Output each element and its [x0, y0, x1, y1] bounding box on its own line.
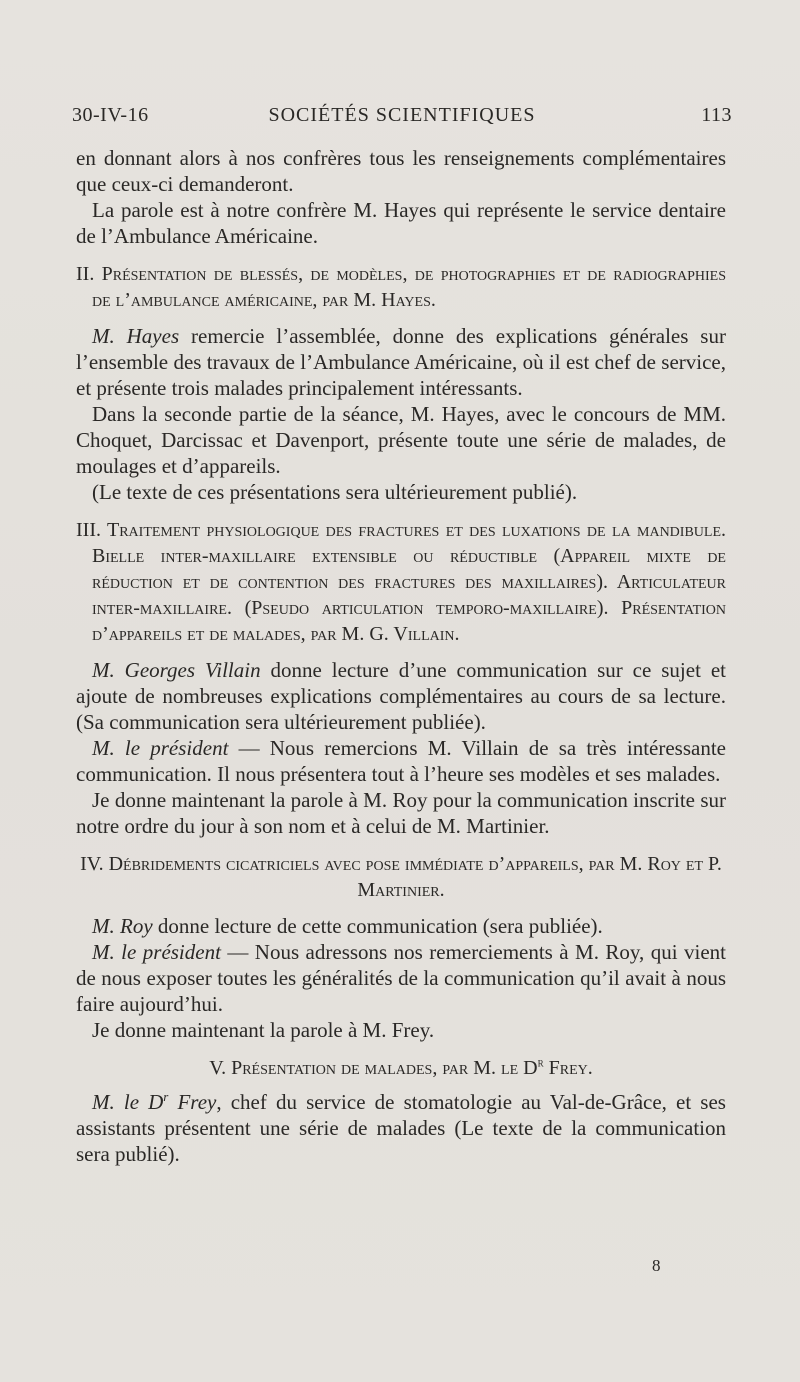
speaker-name: M. le président [92, 940, 221, 964]
page-number: 113 [701, 104, 732, 126]
paragraph-text: donne lecture d’une communication sur ce sujet et ajoute de nombreuses explications complémentaires au cours de sa lecture. (Sa communication sera ultérieurement publiée). [76, 658, 726, 734]
paragraph [76, 913, 726, 939]
paragraph-text: remercie l’assemblée, donne des explications générales sur l’ensemble des travaux de l’Ambulance Américaine, où il est chef de service, et présente trois malades principalement intéressants. [76, 324, 726, 400]
speaker-name: M. Georges Villain [92, 658, 261, 682]
speaker-name [92, 1090, 216, 1114]
paragraph [76, 323, 726, 401]
speaker-name: M. Hayes [92, 324, 180, 348]
issue-date: 30-IV-16 [72, 104, 149, 126]
paragraph-text: — Nous adressons nos remerciements à M. Roy, qui vient de nous exposer toutes les généralités de la communication qu’il avait à nous faire aujourd’hui. [76, 940, 726, 1016]
heading-superscript: r [537, 1054, 544, 1070]
paragraph [76, 1089, 726, 1167]
paragraph-text: donne lecture de cette communication (sera publiée). [152, 914, 603, 938]
paragraph: La parole est à notre confrère M. Hayes qui représente le service dentaire de l’Ambulance Américaine. [76, 198, 726, 248]
speaker-part: M. le D [92, 1090, 164, 1114]
paragraph: Dans la seconde partie de la séance, M. Hayes, avec le concours de MM. Choquet, Darcissac et Davenport, présente toute une série de malades, de moulages et d’appareils. [76, 402, 726, 478]
running-title: SOCIÉTÉS SCIENTIFIQUES [268, 104, 536, 126]
section-heading-v [76, 1055, 726, 1081]
speaker-name: M. le président [92, 736, 229, 760]
paragraph [76, 735, 726, 787]
speaker-part: Frey [168, 1090, 217, 1114]
heading-text: Frey. [543, 1057, 593, 1079]
section-heading-ii: II. Présentation de blessés, de modèles, de photographies et de radiographies de l’ambulance américaine, par M. Hayes. [76, 263, 726, 311]
page-body [76, 145, 726, 1167]
paragraph: Je donne maintenant la parole à M. Roy pour la communication inscrite sur notre ordre du jour à son nom et à celui de M. Martinier. [76, 788, 726, 838]
paragraph-text: , chef du service de stomatologie au Val-de-Grâce, et ses assistants présentent une série de malades (Le texte de la communication sera publié). [76, 1090, 726, 1166]
paragraph: Je donne maintenant la parole à M. Frey. [92, 1018, 435, 1042]
heading-text: V. Présentation de malades, par M. le D [209, 1057, 538, 1079]
paragraph [76, 657, 726, 735]
section-heading-iii: III. Traitement physiologique des fractures et des luxations de la mandibule. Bielle inter-maxillaire extensible ou réductible (Appareil mixte de réduction et de contention des fractures des maxillaires). Articulateur inter-maxillaire. (Pseudo articulation temporo-maxillaire). Présentation d’appareils et de malades, par M. G. Villain. [76, 519, 726, 645]
paragraph: (Le texte de ces présentations sera ultérieurement publié). [92, 480, 578, 504]
speaker-name: M. Roy [92, 914, 153, 938]
section-heading-iv: IV. Débridements cicatriciels avec pose immédiate d’appareils, par M. Roy et P. Martinier. [80, 853, 722, 901]
paragraph [76, 939, 726, 1017]
signature-mark: 8 [652, 1256, 661, 1275]
paragraph: en donnant alors à nos confrères tous les renseignements complémentaires que ceux-ci demanderont. [76, 146, 726, 196]
paragraph-text: — Nous remercions M. Villain de sa très intéressante communication. Il nous présentera tout à l’heure ses modèles et ses malades. [76, 736, 726, 786]
speaker-superscript: r [163, 1089, 169, 1104]
